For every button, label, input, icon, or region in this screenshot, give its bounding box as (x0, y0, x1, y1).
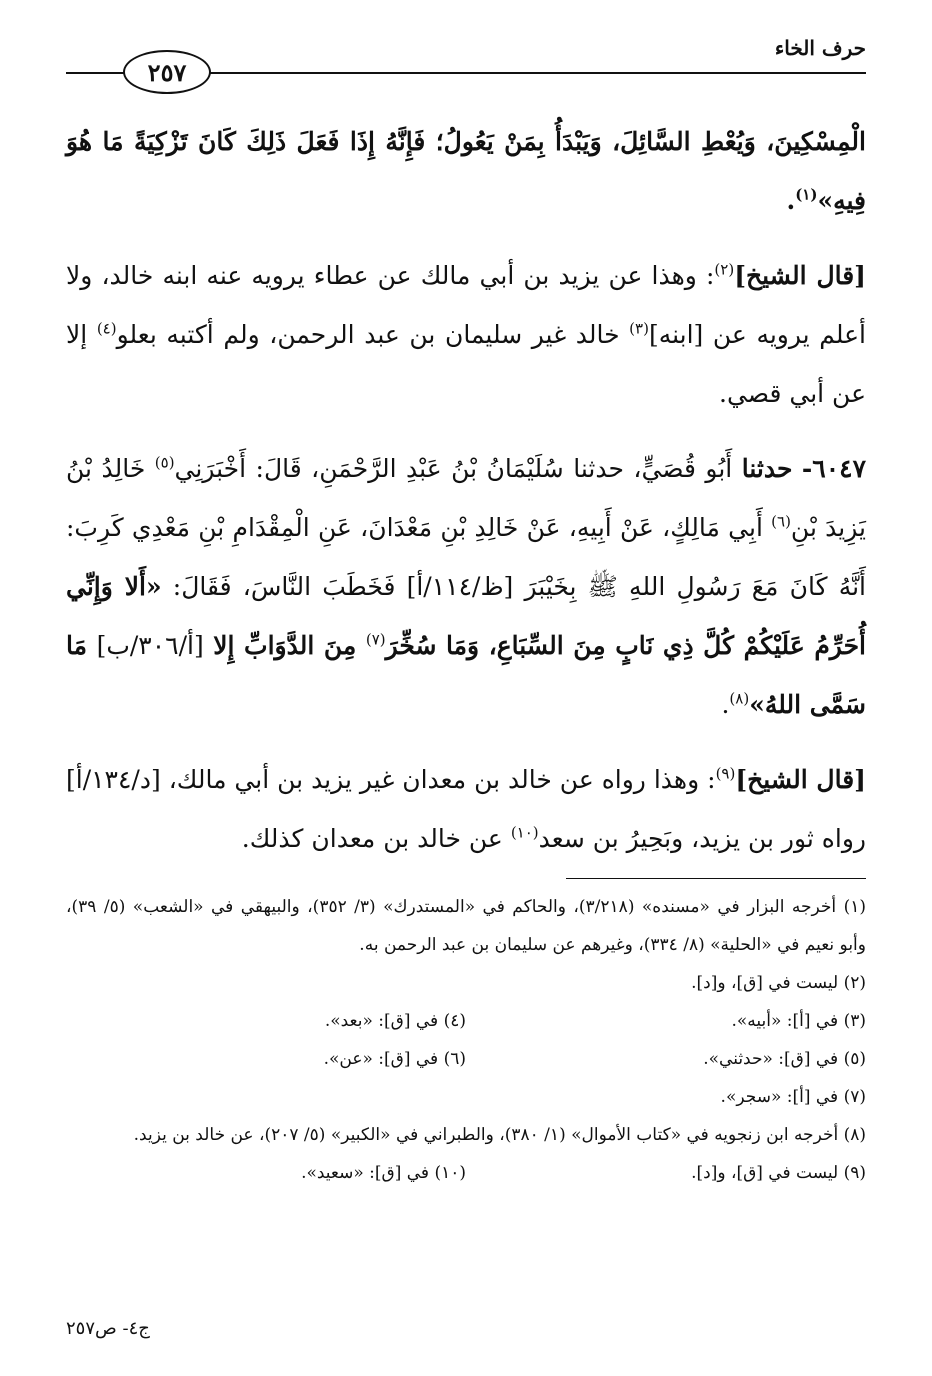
volume-page-reference: ج٤- ص٢٥٧ (66, 1318, 150, 1339)
manuscript-mark: [أ/٣٠٦/ب] (96, 631, 204, 660)
paragraph-hadith-6047 (66, 439, 866, 734)
footnote-8: (٨) أخرجه ابن زنجويه في «كتاب الأموال» (١/ ٣٨٠)، والطبراني في «الكبير» (٥/ ٢٠٧)، عن خالد بن يزيد. (133, 1125, 866, 1145)
footnote-row (66, 1154, 866, 1192)
footnote-ref-7[interactable]: (٧) (365, 630, 386, 649)
hadith-isnad: أَبِي مَالِكٍ، عَنْ أَبِيهِ، عَنْ خَالِدِ بْنِ مَعْدَانَ، عَنِ الْمِقْدَامِ بْنِ مَعْدِي كَرِبَ: أَنَّهُ كَانَ مَعَ رَسُولِ اللهِ ﷺ بِخَيْبَرَ [ظ/١١٤/أ] فَخَطَبَ النَّاسَ، فَقَالَ: (66, 513, 867, 601)
paragraph-end: . (786, 186, 796, 215)
footnote-5: (٥) في [ق]: «حدثني». (703, 1049, 866, 1069)
footnote-ref-1[interactable]: (١) (795, 185, 818, 204)
footnotes (66, 888, 866, 1192)
footnote-ref-5[interactable]: (٥) (154, 453, 175, 472)
hadith-isnad: أَبُو قُصَيٍّ، حدثنا سُلَيْمَانُ بْنُ عَبْدِ الرَّحْمَنِ، قَالَ: أَخْبَرَنِي (174, 454, 742, 483)
footnote-ref-8[interactable]: (٨) (729, 689, 750, 708)
footnote-2: (٢) ليست في [ق]، و[د]. (691, 973, 866, 993)
footnote-7: (٧) في [أ]: «سجر». (720, 1087, 866, 1107)
hadith-isnad: خَالِدُ بْنُ يَزِيدَ بْنِ (66, 454, 866, 542)
footnote-10: (١٠) في [ق]: «سعيد». (301, 1163, 466, 1183)
hadith-matn: مِنَ الدَّوَابِّ إِلا (203, 631, 366, 660)
footnote-rule (566, 878, 866, 879)
paragraph-text: إلا عن أبي قصي. (66, 320, 866, 408)
hadith-matn: مَا سَمَّى اللهُ» (66, 631, 866, 719)
paragraph-text: الْمِسْكِينَ، وَيُعْطِ السَّائِلَ، وَيَبْدَأُ بِمَنْ يَعُولُ؛ فَإِنَّهُ إِذَا فَعَلَ ذَلِكَ كَانَ تَزْكِيَةً مَا هُوَ فِيهِ» (66, 127, 866, 215)
running-head: حرف الخاء (769, 36, 866, 60)
footnote-row (66, 1002, 866, 1040)
main-text (66, 112, 866, 884)
hadith-number: ٦٠٤٧- (801, 454, 866, 483)
hadith-matn: «أَلا وَإِنِّي أُحَرِّمُ عَلَيْكُمْ كُلَّ ذِي نَابٍ مِنَ السِّبَاعِ، وَمَا سُخِّرَ (66, 572, 866, 660)
sheikh-label: [قال الشيخ] (734, 261, 867, 290)
footnote-ref-10[interactable]: (١٠) (510, 823, 539, 842)
paragraph-end: . (721, 690, 730, 719)
footnote-3: (٣) في [أ]: «أبيه». (731, 1011, 866, 1031)
footnote-ref-3[interactable]: (٣) (629, 319, 649, 338)
paragraph-text: خالد غير سليمان بن عبد الرحمن، ولم أكتبه بعلو (116, 320, 630, 349)
footnote-9: (٩) ليست في [ق]، و[د]. (691, 1163, 866, 1183)
footnote-ref-6[interactable]: (٦) (771, 512, 791, 531)
paragraph-text: : وهذا عن يزيد بن أبي مالك عن عطاء يرويه عنه ابنه خالد، ولا أعلم يرويه عن [ابنه] (66, 261, 867, 349)
footnote-ref-9[interactable]: (٩) (715, 764, 736, 783)
footnote-ref-2[interactable]: (٢) (714, 260, 735, 279)
footnote-ref-4[interactable]: (٤) (96, 319, 117, 338)
page-number: ٢٥٧ (123, 50, 211, 94)
paragraph-hadith-continuation (66, 112, 866, 230)
paragraph-text: عن خالد بن معدان كذلك. (241, 824, 511, 853)
paragraph-sheikh-comment-1 (66, 246, 866, 423)
sheikh-label: [قال الشيخ] (735, 765, 866, 794)
paragraph-text: : وهذا رواه عن خالد بن معدان غير يزيد بن أبي مالك، [د/١٣٤/أ] رواه ثور بن يزيد، وبَحِيرُ بن سعد (66, 765, 866, 853)
footnote-6: (٦) في [ق]: «عن». (323, 1049, 466, 1069)
hadith-haddathana: حدثنا (741, 454, 793, 483)
footnote-row (66, 1040, 866, 1078)
paragraph-sheikh-comment-2 (66, 750, 866, 868)
footnote-4: (٤) في [ق]: «بعد». (324, 1011, 466, 1031)
footnote-1: (١) أخرجه البزار في «مسنده» (٣/٢١٨)، والحاكم في «المستدرك» (٣/ ٣٥٢)، والبيهقي في «الشعب» (٥/ ٣٩)، وأبو نعيم في «الحلية» (٨/ ٣٣٤)، وغيرهم عن سليمان بن عبد الرحمن به. (66, 897, 867, 955)
